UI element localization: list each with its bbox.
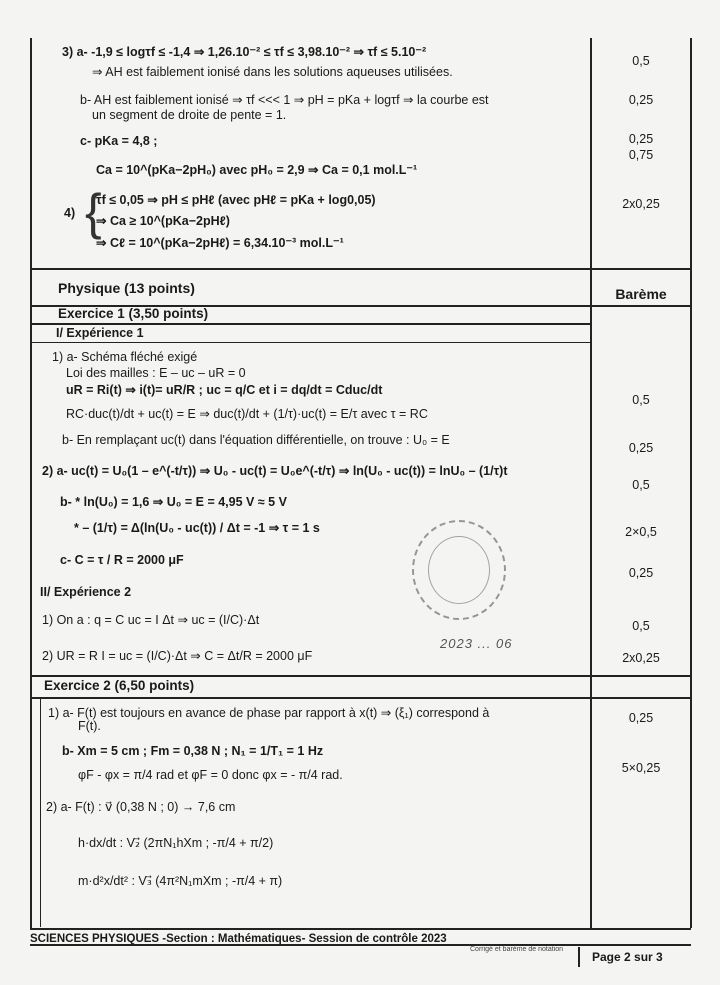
row-divider	[30, 323, 590, 325]
ex2-line: m·d²x/dt² : V₃⃗ (4π²N₁mXm ; -π/4 + π)	[78, 874, 283, 888]
ex1-line: 2) a- uc(t) = U₀(1 – e^(-t/τ)) ⇒ U₀ - uc(t) = U₀e^(-t/τ) ⇒ ln(U₀ - uc(t)) = lnU₀ – (1/τ)t	[42, 464, 508, 478]
stamp-date: 2023 ... 06	[440, 636, 513, 651]
mark: 0,25	[628, 441, 654, 455]
ex1-line: Loi des mailles : E – uc – uR = 0	[66, 366, 246, 380]
exercise1-title: Exercice 1 (3,50 points)	[58, 306, 209, 321]
row-divider	[30, 342, 590, 343]
mark: 0,25	[628, 566, 654, 580]
mark: 0,5	[632, 393, 650, 407]
exercise2-title: Exercice 2 (6,50 points)	[44, 678, 195, 693]
ex2-line: b- Xm = 5 cm ; Fm = 0,38 N ; N₁ = 1/T₁ = 1 Hz	[62, 744, 324, 758]
q3c-line1: c- pKa = 4,8 ;	[80, 134, 158, 148]
ex1-exp2-line: 2) UR = R I = uc = (I/C)·Δt ⇒ C = Δt/R = 2000 μF	[42, 649, 313, 663]
ex1-line: uR = Ri(t) ⇒ i(t)= uR/R ; uc = q/C et i = dq/dt = Cduc/dt	[66, 383, 383, 397]
frame-left	[30, 38, 32, 928]
mark: 0,5	[632, 478, 650, 492]
experience2-title: II/ Expérience 2	[40, 585, 132, 599]
row-divider	[30, 268, 691, 270]
ex1-line: b- * ln(U₀) = 1,6 ⇒ U₀ = E = 4,95 V ≈ 5 V	[60, 495, 287, 509]
footer-divider	[578, 947, 580, 967]
mark: 0,5	[632, 619, 650, 633]
q3a-line1: 3) a- -1,9 ≤ logτf ≤ -1,4 ⇒ 1,26.10⁻² ≤ τf ≤ 3,98.10⁻² ⇒ τf ≤ 5.10⁻²	[62, 45, 427, 59]
ex2-line: h·dx/dt : V₂⃗ (2πN₁hXm ; -π/4 + π/2)	[78, 836, 274, 850]
frame-right	[690, 38, 692, 928]
official-stamp	[412, 520, 506, 620]
q3b-line1: b- AH est faiblement ionisé ⇒ τf <<< 1 ⇒ pH = pKa + logτf ⇒ la courbe est	[80, 93, 489, 107]
mark: 2×0,5	[625, 525, 657, 539]
ex2-line: F(t).	[78, 719, 101, 733]
mark: 0,5	[632, 54, 650, 68]
experience1-title: I/ Expérience 1	[56, 326, 144, 340]
mark: 0,75	[628, 148, 654, 162]
q4-label: 4)	[64, 206, 76, 220]
inner-left	[40, 697, 41, 927]
q3c-line2: Ca = 10^(pKa−2pH₀) avec pH₀ = 2,9 ⇒ Ca = 0,1 mol.L⁻¹	[96, 163, 418, 177]
ex1-line: b- En remplaçant uc(t) dans l'équation différentielle, on trouve : U₀ = E	[62, 433, 450, 447]
mark: 0,25	[628, 93, 654, 107]
q4-line2: ⇒ Ca ≥ 10^(pKa−2pHℓ)	[96, 214, 230, 228]
row-divider	[30, 928, 691, 930]
q3b-line2: un segment de droite de pente = 1.	[92, 108, 287, 122]
ex1-line: c- C = τ / R = 2000 μF	[60, 553, 184, 567]
row-divider	[30, 697, 691, 699]
mark: 0,25	[628, 132, 654, 146]
ex1-line: RC·duc(t)/dt + uc(t) = E ⇒ duc(t)/dt + (1/τ)·uc(t) = E/τ avec τ = RC	[66, 407, 428, 421]
physique-title: Physique (13 points)	[58, 280, 195, 296]
ex2-line: φF - φx = π/4 rad et φF = 0 donc φx = - π/4 rad.	[78, 768, 343, 782]
q4-line1: τf ≤ 0,05 ⇒ pH ≤ pHℓ (avec pHℓ = pKa + log0,05)	[96, 193, 376, 207]
ex2-line: 1) a- F(t) est toujours en avance de phase par rapport à x(t) ⇒ (ξ₁) correspond à	[48, 706, 490, 720]
ex1-line: 1) a- Schéma fléché exigé	[52, 350, 198, 364]
ex1-exp2-line: 1) On a : q = C uc = I Δt ⇒ uc = (I/C)·Δt	[42, 613, 260, 627]
ex2-line: 2) a- F(t) : v⃗ (0,38 N ; 0) → 7,6 cm	[46, 800, 236, 814]
mark: 2x0,25	[622, 651, 660, 665]
q4-line3: ⇒ Cℓ = 10^(pKa−2pHℓ) = 6,34.10⁻³ mol.L⁻¹	[96, 236, 344, 250]
page-number: Page 2 sur 3	[592, 950, 663, 964]
row-divider	[30, 675, 691, 677]
mark: 2x0,25	[622, 197, 660, 211]
bareme-header: Barème	[615, 286, 667, 302]
mark: 5×0,25	[621, 761, 661, 775]
brace: {	[85, 184, 102, 240]
mark: 0,25	[628, 711, 654, 725]
q3a-line2: ⇒ AH est faiblement ionisé dans les solutions aqueuses utilisées.	[92, 65, 453, 79]
ex1-line: * – (1/τ) = Δ(ln(U₀ - uc(t)) / Δt = -1 ⇒ τ = 1 s	[74, 521, 320, 535]
footer-note: Corrigé et barème de notation	[470, 946, 563, 953]
footer-title: SCIENCES PHYSIQUES -Section : Mathématiques- Session de contrôle 2023	[30, 933, 447, 945]
